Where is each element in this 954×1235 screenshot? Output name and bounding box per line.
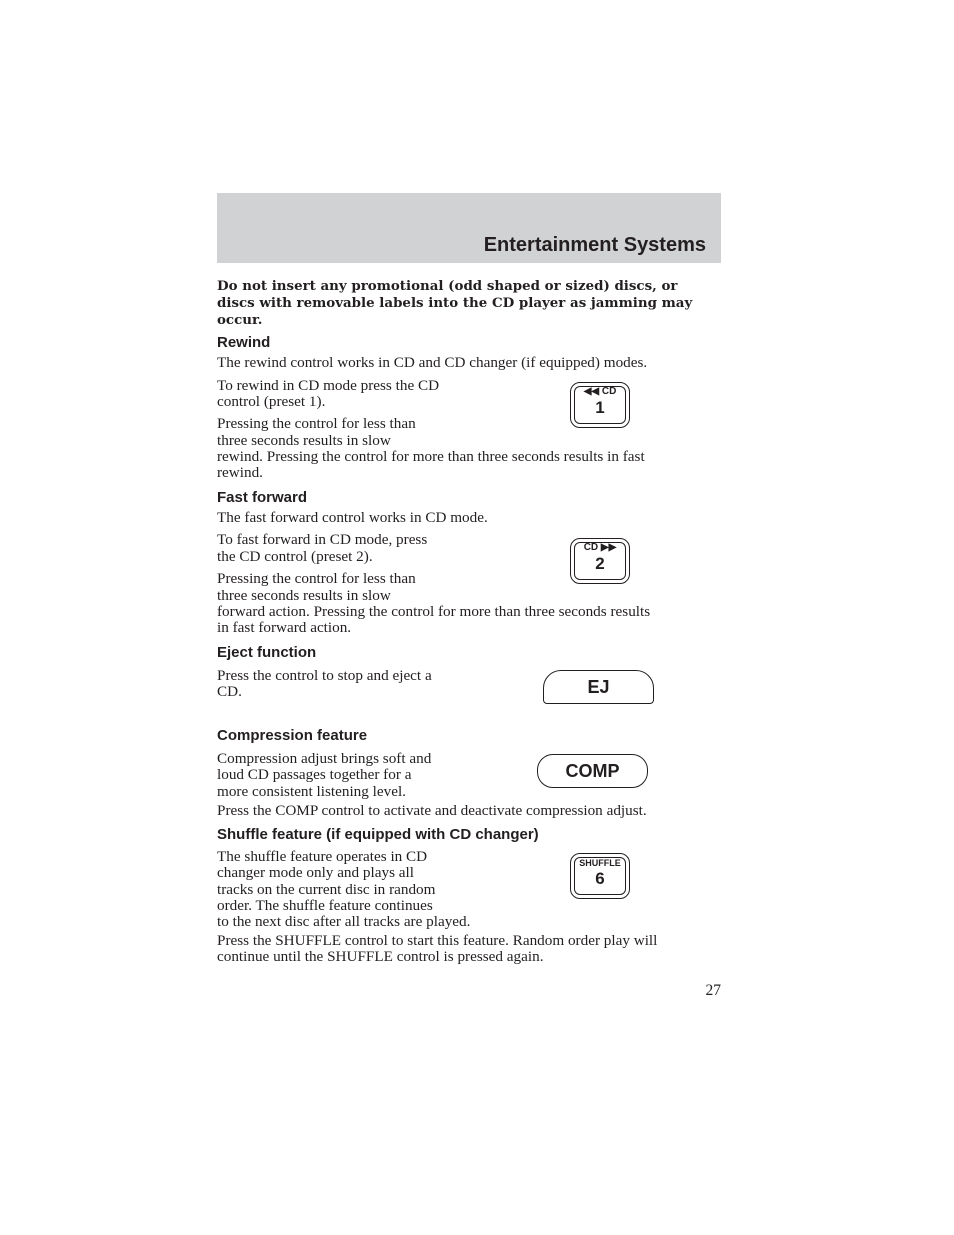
compression-heading: Compression feature xyxy=(217,727,368,744)
fast-forward-button-label-group xyxy=(571,542,629,554)
rewind-line-4: three seconds results in slow xyxy=(217,432,391,449)
rewind-intro: The rewind control works in CD and CD changer (if equipped) modes. xyxy=(217,354,648,371)
fast-forward-line-5: forward action. Pressing the control for more than three seconds results xyxy=(217,603,651,620)
shuffle-button-label: SHUFFLE xyxy=(579,858,621,868)
section-header-band xyxy=(217,193,721,263)
preset-number-2: 2 xyxy=(595,554,605,573)
fast-forward-line-4: three seconds results in slow xyxy=(217,587,391,604)
shuffle-line-1: The shuffle feature operates in CD xyxy=(217,848,428,865)
shuffle-line-6: Press the SHUFFLE control to start this feature. Random order play will xyxy=(217,932,658,949)
shuffle-line-2: changer mode only and plays all xyxy=(217,864,414,881)
comp-button-label: COMP xyxy=(565,761,620,781)
section-title: Entertainment Systems xyxy=(483,234,706,256)
rewind-line-5: rewind. Pressing the control for more than three seconds results in fast xyxy=(217,448,645,465)
rewind-heading: Rewind xyxy=(217,334,271,351)
compression-line-2: loud CD passages together for a xyxy=(217,766,412,783)
rewind-cd-button-1[interactable] xyxy=(570,382,630,428)
shuffle-line-5: to the next disc after all tracks are played. xyxy=(217,913,471,930)
rewind-line-2: control (preset 1). xyxy=(217,393,326,410)
rewind-line-1: To rewind in CD mode press the CD xyxy=(217,377,440,394)
rewind-icon: ◀◀ xyxy=(583,386,600,397)
fast-forward-icon: ▶▶ xyxy=(600,542,617,553)
shuffle-button-6[interactable] xyxy=(570,853,630,899)
fast-forward-line-2: the CD control (preset 2). xyxy=(217,548,373,565)
preset-number-6: 6 xyxy=(595,869,605,888)
fast-forward-button-label: CD xyxy=(583,542,599,553)
warning-line-2: discs with removable labels into the CD player as jamming may xyxy=(217,295,693,311)
shuffle-heading: Shuffle feature (if equipped with CD changer) xyxy=(217,826,539,843)
page-number: 27 xyxy=(705,982,721,999)
warning-line-1: Do not insert any promotional (odd shaped or sized) discs, or xyxy=(217,278,678,294)
fast-forward-heading: Fast forward xyxy=(217,489,308,506)
rewind-button-label-group xyxy=(571,386,629,398)
warning-line-3: occur. xyxy=(217,312,263,328)
fast-forward-line-1: To fast forward in CD mode, press xyxy=(217,531,428,548)
shuffle-line-3: tracks on the current disc in random xyxy=(217,881,436,898)
eject-button[interactable] xyxy=(543,670,654,704)
comp-button[interactable] xyxy=(537,754,648,788)
eject-line-2: CD. xyxy=(217,683,242,700)
fast-forward-line-3: Pressing the control for less than xyxy=(217,570,416,587)
rewind-button-label: CD xyxy=(601,386,617,397)
compression-line-4: Press the COMP control to activate and deactivate compression adjust. xyxy=(217,802,647,819)
shuffle-line-7: continue until the SHUFFLE control is pressed again. xyxy=(217,948,544,965)
preset-number-1: 1 xyxy=(595,398,605,417)
eject-heading: Eject function xyxy=(217,644,317,661)
compression-line-1: Compression adjust brings soft and xyxy=(217,750,432,767)
shuffle-line-4: order. The shuffle feature continues xyxy=(217,897,433,914)
eject-line-1: Press the control to stop and eject a xyxy=(217,667,432,684)
fast-forward-line-6: in fast forward action. xyxy=(217,619,352,636)
eject-button-label: EJ xyxy=(587,677,610,697)
fast-forward-intro: The fast forward control works in CD mode. xyxy=(217,509,488,526)
compression-line-3: more consistent listening level. xyxy=(217,783,406,800)
rewind-line-3: Pressing the control for less than xyxy=(217,415,416,432)
fast-forward-cd-button-2[interactable] xyxy=(570,538,630,584)
rewind-line-6: rewind. xyxy=(217,464,263,481)
